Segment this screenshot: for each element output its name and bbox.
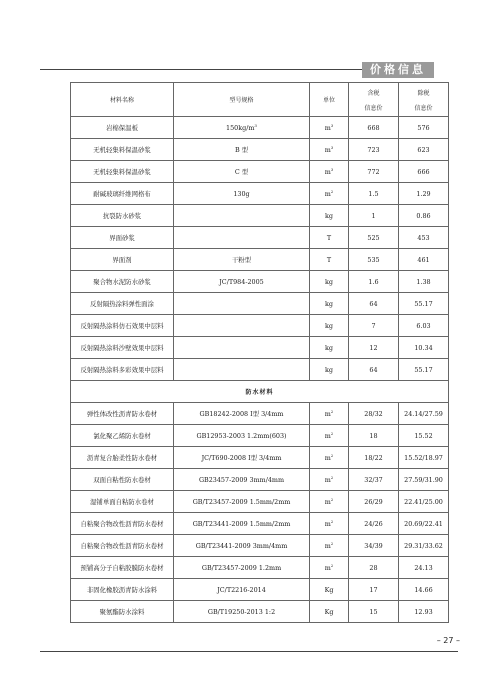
- material-name-cell: [71, 161, 174, 183]
- price-tax-included-cell: [349, 249, 399, 271]
- price-tax-excluded-cell-text: 1.29: [416, 189, 431, 198]
- unit-cell: [310, 315, 349, 337]
- unit-cell-text: m: [324, 475, 331, 484]
- price-tax-excluded-cell-text: 29.31/33.62: [404, 541, 443, 550]
- price-tax-excluded-cell-text: 6.03: [416, 321, 431, 330]
- spec-cell: [174, 271, 310, 293]
- material-name-cell: [71, 293, 174, 315]
- unit-cell-text: m: [324, 431, 331, 440]
- unit-cell-text: Kg: [324, 607, 334, 616]
- spec-cell-text: C 型: [234, 168, 249, 176]
- price-tax-included-cell: [349, 359, 399, 381]
- material-name-cell: [71, 535, 174, 557]
- unit-cell-text: T: [326, 233, 332, 242]
- table-body-waterproof: [71, 403, 449, 623]
- spec-cell: [174, 447, 310, 469]
- price-tax-excluded-cell: [399, 227, 449, 249]
- table-row: [71, 293, 449, 315]
- footer-rule: [40, 651, 458, 652]
- material-name-cell: [71, 337, 174, 359]
- price-tax-excluded-cell: [399, 601, 449, 623]
- price-tax-included-cell: [349, 337, 399, 359]
- price-tax-included-cell: [349, 139, 399, 161]
- spec-cell-text: 150kg/m: [226, 123, 255, 132]
- unit-cell-superscript: 2: [330, 518, 334, 524]
- table-row: [71, 535, 449, 557]
- unit-cell-text: m: [324, 123, 331, 132]
- price-tax-excluded-cell-text: 15.52: [414, 431, 433, 440]
- price-tax-included-cell-text: 28/32: [364, 409, 383, 418]
- price-tax-excluded-cell-text: 24.14/27.59: [404, 409, 443, 418]
- spec-cell-text: JC/T984-2005: [219, 277, 264, 286]
- material-name-cell-text: 反射隔热涂料仿石效果中层料: [80, 322, 164, 330]
- spec-cell: [174, 117, 310, 139]
- table-row: [71, 205, 449, 227]
- price-tax-included-cell-text: 1: [371, 211, 376, 220]
- price-tax-excluded-cell: [399, 315, 449, 337]
- price-tax-included-cell: [349, 183, 399, 205]
- unit-cell: [310, 579, 349, 601]
- price-tax-included-cell: [349, 425, 399, 447]
- spec-cell-text: GB/T23457-2009 1.2mm: [201, 563, 282, 572]
- price-tax-included-cell: [349, 513, 399, 535]
- material-name-cell-text: 抗裂防水砂浆: [102, 212, 142, 220]
- unit-cell-text: m: [324, 189, 331, 198]
- price-tax-excluded-cell-text: 55.17: [414, 365, 433, 374]
- material-name-cell: [71, 425, 174, 447]
- unit-cell-superscript: 2: [330, 562, 334, 568]
- price-tax-included-cell-text: 723: [367, 145, 380, 154]
- col-header-name: 材料名称: [71, 83, 174, 117]
- section-heading-waterproof: 防水材料: [71, 381, 449, 403]
- unit-cell: [310, 535, 349, 557]
- table-row: [71, 161, 449, 183]
- table-row: [71, 183, 449, 205]
- material-name-cell: [71, 183, 174, 205]
- price-tax-included-cell-text: 18: [369, 431, 378, 440]
- price-tax-included-cell: [349, 557, 399, 579]
- spec-cell: [174, 205, 310, 227]
- table-row: [71, 315, 449, 337]
- price-tax-excluded-cell-text: 461: [417, 255, 430, 264]
- material-name-cell: [71, 601, 174, 623]
- spec-cell-text: GB23457-2009 3mm/4mm: [198, 475, 285, 484]
- price-tax-included-cell: [349, 447, 399, 469]
- price-tax-included-cell-text: 34/39: [364, 541, 383, 550]
- material-name-cell: [71, 249, 174, 271]
- price-tax-included-cell-text: 12: [369, 343, 378, 352]
- unit-cell-superscript: 2: [330, 452, 334, 458]
- price-tax-excluded-cell: [399, 183, 449, 205]
- material-name-cell-text: 界面砂浆: [109, 234, 135, 242]
- spec-cell: [174, 425, 310, 447]
- price-tax-included-cell-text: 24/26: [364, 519, 383, 528]
- spec-cell-text: B 型: [234, 146, 249, 154]
- unit-cell: [310, 227, 349, 249]
- unit-cell: [310, 161, 349, 183]
- header-rule: [40, 69, 362, 70]
- unit-cell-text: kg: [325, 211, 333, 220]
- price-tax-included-cell: [349, 205, 399, 227]
- table-row: [71, 557, 449, 579]
- spec-cell: [174, 601, 310, 623]
- price-tax-excluded-cell: [399, 469, 449, 491]
- material-name-cell-text: 反射隔热涂料弹性面涂: [90, 300, 154, 308]
- price-tax-excluded-cell-text: 623: [417, 145, 430, 154]
- unit-cell-text: Kg: [324, 585, 334, 594]
- section-row: [71, 381, 449, 403]
- price-tax-included-cell-text: 18/22: [364, 453, 383, 462]
- spec-cell: [174, 293, 310, 315]
- unit-cell: [310, 117, 349, 139]
- table-row: [71, 359, 449, 381]
- unit-cell-text: m: [324, 409, 331, 418]
- material-name-cell: [71, 315, 174, 337]
- unit-cell-text: kg: [325, 277, 333, 286]
- spec-cell-text: GB18242-2008 Ⅰ型 3/4mm: [199, 410, 284, 418]
- unit-cell-text: m: [324, 145, 331, 154]
- unit-cell-text: kg: [325, 365, 333, 374]
- spec-cell-text: JC/T690-2008 Ⅰ型 3/4mm: [201, 454, 282, 462]
- table-row: [71, 227, 449, 249]
- price-tax-included-cell-text: 772: [367, 167, 380, 176]
- spec-cell: [174, 359, 310, 381]
- material-name-cell-text: 反射隔热涂料多彩效果中层料: [80, 366, 164, 374]
- col-header-tax-included-line2: 信息价: [364, 104, 383, 112]
- table-row: [71, 117, 449, 139]
- price-tax-included-cell: [349, 293, 399, 315]
- material-name-cell-text: 预铺高分子自粘胶膜防水卷材: [80, 564, 164, 572]
- price-tax-excluded-cell: [399, 117, 449, 139]
- price-tax-included-cell: [349, 535, 399, 557]
- unit-cell-superscript: 3: [330, 144, 334, 150]
- unit-cell: [310, 557, 349, 579]
- spec-cell: [174, 579, 310, 601]
- price-tax-excluded-cell-text: 20.69/22.41: [404, 519, 443, 528]
- unit-cell-superscript: 2: [330, 474, 334, 480]
- spec-cell-text: GB/T23441-2009 1.5mm/2mm: [192, 519, 291, 528]
- material-name-cell: [71, 139, 174, 161]
- spec-cell-text: GB/T23441-2009 3mm/4mm: [195, 541, 288, 550]
- price-tax-included-cell-text: 7: [371, 321, 376, 330]
- unit-cell: [310, 183, 349, 205]
- unit-cell: [310, 601, 349, 623]
- unit-cell-superscript: 2: [330, 408, 334, 414]
- price-tax-excluded-cell: [399, 249, 449, 271]
- unit-cell-text: m: [324, 541, 331, 550]
- material-name-cell: [71, 227, 174, 249]
- spec-cell-text: 130g: [233, 189, 250, 198]
- price-tax-included-cell: [349, 117, 399, 139]
- price-tax-included-cell-text: 28: [369, 563, 378, 572]
- spec-cell: [174, 161, 310, 183]
- unit-cell-text: m: [324, 563, 331, 572]
- table-row: [71, 139, 449, 161]
- price-tax-excluded-cell: [399, 139, 449, 161]
- price-tax-included-cell: [349, 227, 399, 249]
- material-name-cell-text: 弹性体改性沥青防水卷材: [86, 410, 158, 418]
- price-tax-excluded-cell-text: 27.59/31.90: [404, 475, 443, 484]
- spec-cell: [174, 315, 310, 337]
- price-tax-excluded-cell: [399, 205, 449, 227]
- material-name-cell-text: 反射隔热涂料沙壁效果中层料: [80, 344, 164, 352]
- material-name-cell: [71, 491, 174, 513]
- unit-cell: [310, 447, 349, 469]
- unit-cell: [310, 337, 349, 359]
- col-header-tax-excluded: [399, 83, 449, 117]
- unit-cell-superscript: 3: [330, 166, 334, 172]
- spec-cell: [174, 513, 310, 535]
- table-row: [71, 491, 449, 513]
- material-name-cell-text: 非固化橡胶沥青防水涂料: [86, 586, 158, 594]
- material-name-cell: [71, 557, 174, 579]
- price-tax-excluded-cell: [399, 579, 449, 601]
- material-name-cell-text: 界面剂: [112, 256, 132, 264]
- spec-cell-text: GB/T19250-2013 1:2: [207, 607, 276, 616]
- material-name-cell: [71, 513, 174, 535]
- spec-cell: [174, 139, 310, 161]
- material-name-cell: [71, 205, 174, 227]
- price-tax-included-cell: [349, 491, 399, 513]
- material-name-cell-text: 无机轻集料保温砂浆: [93, 146, 151, 154]
- material-name-cell: [71, 359, 174, 381]
- price-tax-included-cell: [349, 403, 399, 425]
- price-tax-excluded-cell: [399, 425, 449, 447]
- table-row: [71, 447, 449, 469]
- price-tax-included-cell-text: 1.5: [368, 189, 379, 198]
- price-tax-excluded-cell: [399, 403, 449, 425]
- price-tax-excluded-cell: [399, 293, 449, 315]
- material-name-cell: [71, 271, 174, 293]
- col-header-tax-included-line1: 含税: [367, 89, 380, 97]
- col-header-tax-included: [349, 83, 399, 117]
- material-name-cell-text: 沥青复合胎柔性防水卷材: [86, 454, 158, 462]
- material-name-cell-text: 自粘聚合物改性沥青防水卷材: [80, 520, 164, 528]
- material-name-cell: [71, 447, 174, 469]
- unit-cell-superscript: 2: [330, 496, 334, 502]
- page-number: – 27 –: [436, 636, 460, 645]
- table-row: [71, 513, 449, 535]
- material-name-cell-text: 岩棉保温板: [106, 124, 138, 132]
- price-tax-excluded-cell: [399, 491, 449, 513]
- spec-cell-superscript: 3: [254, 122, 257, 128]
- unit-cell: [310, 491, 349, 513]
- unit-cell: [310, 513, 349, 535]
- spec-cell: [174, 491, 310, 513]
- unit-cell: [310, 139, 349, 161]
- price-tax-included-cell: [349, 469, 399, 491]
- material-name-cell-text: 自粘聚合物改性沥青防水卷材: [80, 542, 164, 550]
- price-tax-excluded-cell-text: 15.52/18.97: [404, 453, 443, 462]
- table-row: [71, 425, 449, 447]
- price-tax-included-cell: [349, 579, 399, 601]
- price-tax-excluded-cell: [399, 337, 449, 359]
- col-header-tax-excluded-line2: 信息价: [414, 104, 433, 112]
- unit-cell: [310, 469, 349, 491]
- price-tax-excluded-cell: [399, 271, 449, 293]
- price-tax-included-cell: [349, 161, 399, 183]
- spec-cell: [174, 557, 310, 579]
- price-tax-included-cell-text: 64: [369, 365, 378, 374]
- price-tax-included-cell-text: 64: [369, 299, 378, 308]
- price-tax-excluded-cell-text: 24.13: [414, 563, 433, 572]
- unit-cell-superscript: 2: [330, 188, 334, 194]
- spec-cell: [174, 183, 310, 205]
- price-tax-included-cell: [349, 271, 399, 293]
- unit-cell-text: m: [324, 167, 331, 176]
- price-tax-excluded-cell-text: 22.41/25.00: [404, 497, 443, 506]
- price-tax-included-cell-text: 26/29: [364, 497, 383, 506]
- price-tax-excluded-cell-text: 14.66: [414, 585, 433, 594]
- table-row: [71, 249, 449, 271]
- unit-cell-text: kg: [325, 321, 333, 330]
- unit-cell-text: T: [326, 255, 332, 264]
- unit-cell: [310, 205, 349, 227]
- price-tax-included-cell: [349, 601, 399, 623]
- table-row: [71, 403, 449, 425]
- unit-cell-text: kg: [325, 299, 333, 308]
- price-tax-excluded-cell: [399, 535, 449, 557]
- material-name-cell-text: 耐碱玻璃纤维网格布: [93, 190, 151, 198]
- price-tax-excluded-cell-text: 1.38: [416, 277, 431, 286]
- material-name-cell-text: 氯化聚乙烯防水卷材: [93, 432, 151, 440]
- section-row-group: [71, 381, 449, 403]
- price-tax-included-cell-text: 668: [367, 123, 380, 132]
- price-tax-excluded-cell: [399, 447, 449, 469]
- price-tax-excluded-cell-text: 453: [417, 233, 430, 242]
- spec-cell: [174, 227, 310, 249]
- col-header-spec: 型号规格: [174, 83, 310, 117]
- price-tax-excluded-cell-text: 576: [417, 123, 430, 132]
- spec-cell: [174, 535, 310, 557]
- material-name-cell-text: 双面自粘性防水卷材: [93, 476, 151, 484]
- price-tax-included-cell-text: 32/37: [364, 475, 383, 484]
- table-row: [71, 579, 449, 601]
- unit-cell: [310, 249, 349, 271]
- price-tax-excluded-cell-text: 55.17: [414, 299, 433, 308]
- unit-cell: [310, 293, 349, 315]
- spec-cell: [174, 469, 310, 491]
- price-tax-included-cell-text: 535: [367, 255, 380, 264]
- table-row: [71, 337, 449, 359]
- spec-cell-text: JC/T2216-2014: [217, 585, 266, 594]
- price-tax-included-cell-text: 525: [367, 233, 380, 242]
- material-name-cell: [71, 117, 174, 139]
- spec-cell: [174, 403, 310, 425]
- material-name-cell-text: 聚合物水泥防水砂浆: [93, 278, 151, 286]
- unit-cell: [310, 359, 349, 381]
- price-tax-excluded-cell: [399, 557, 449, 579]
- spec-cell-text: 干粉型: [231, 256, 252, 264]
- material-name-cell: [71, 579, 174, 601]
- price-tax-included-cell-text: 15: [369, 607, 378, 616]
- table-row: [71, 271, 449, 293]
- unit-cell-superscript: 3: [330, 122, 334, 128]
- price-tax-included-cell-text: 1.6: [368, 277, 379, 286]
- table-header-row: [71, 83, 449, 117]
- price-tax-excluded-cell-text: 10.34: [414, 343, 433, 352]
- price-tax-included-cell-text: 17: [369, 585, 378, 594]
- section-title-tab: 价格信息: [362, 62, 434, 78]
- unit-cell-text: m: [324, 519, 331, 528]
- table-body-insulation: [71, 117, 449, 381]
- unit-cell-text: kg: [325, 343, 333, 352]
- unit-cell-superscript: 2: [330, 540, 334, 546]
- unit-cell: [310, 403, 349, 425]
- material-name-cell: [71, 403, 174, 425]
- table-row: [71, 469, 449, 491]
- material-name-cell-text: 无机轻集料保温砂浆: [93, 168, 151, 176]
- col-header-unit: 单位: [310, 83, 349, 117]
- price-tax-excluded-cell: [399, 513, 449, 535]
- unit-cell-superscript: 2: [330, 430, 334, 436]
- price-tax-excluded-cell: [399, 161, 449, 183]
- material-name-cell: [71, 469, 174, 491]
- unit-cell: [310, 425, 349, 447]
- material-name-cell-text: 聚氨酯防水涂料: [99, 608, 145, 616]
- price-tax-excluded-cell-text: 666: [417, 167, 430, 176]
- col-header-tax-excluded-line1: 除税: [417, 89, 430, 97]
- unit-cell-text: m: [324, 497, 331, 506]
- price-tax-excluded-cell-text: 12.93: [414, 607, 433, 616]
- spec-cell-text: GB/T23457-2009 1.5mm/2mm: [192, 497, 291, 506]
- price-table: [70, 82, 449, 623]
- spec-cell: [174, 249, 310, 271]
- spec-cell-text: GB12953-2003 1.2mm(603): [196, 431, 287, 440]
- table-row: [71, 601, 449, 623]
- price-tax-included-cell: [349, 315, 399, 337]
- price-tax-excluded-cell-text: 0.86: [416, 211, 431, 220]
- unit-cell-text: m: [324, 453, 331, 462]
- unit-cell: [310, 271, 349, 293]
- spec-cell: [174, 337, 310, 359]
- material-name-cell-text: 湿铺单面自粘防水卷材: [90, 498, 154, 506]
- price-tax-excluded-cell: [399, 359, 449, 381]
